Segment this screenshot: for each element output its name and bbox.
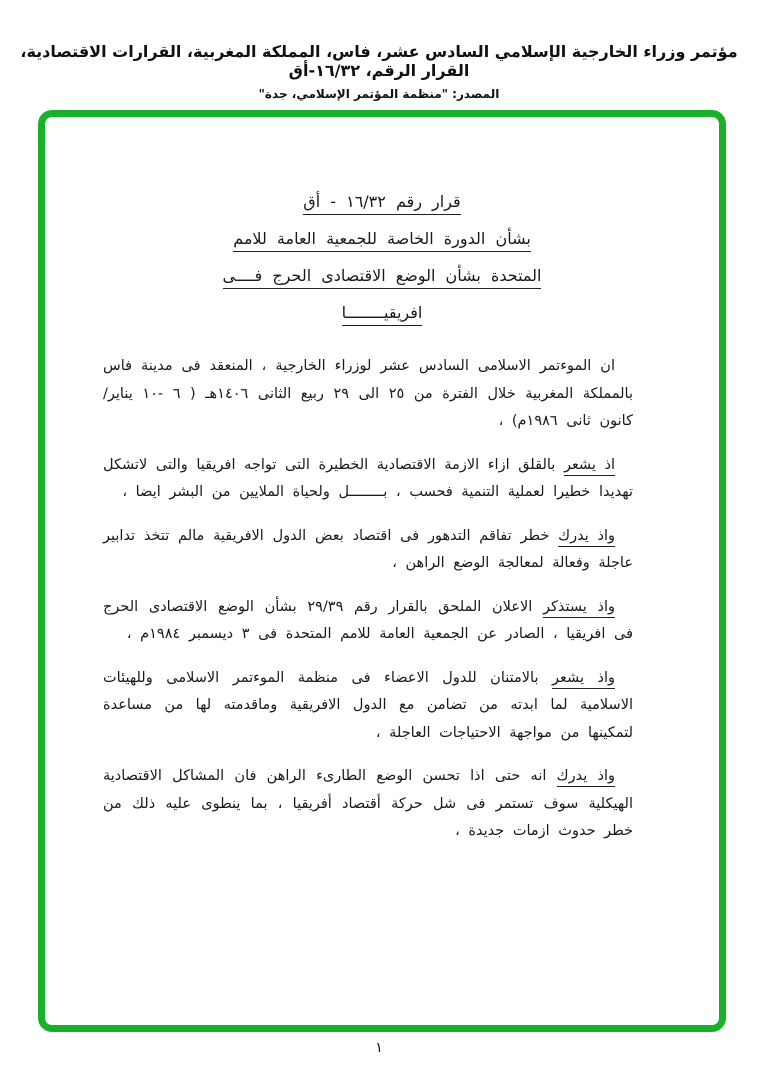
title-line-text: افريقيــــــــا (342, 303, 423, 326)
title-line-text: بشأن الدورة الخاصة للجمعية العامة للامم (233, 229, 531, 252)
paragraph-clause (103, 523, 633, 578)
paragraph-lead: واذ يدرك (557, 768, 615, 787)
title-line (45, 220, 719, 257)
paragraph-text: الاعلان الملحق بالقرار رقم ٢٩/٣٩ بشأن الوضع الاقتصادى الحرج فى افريقيا ، الصادر عن الجمعية العامة للامم المتحدة فى ٣ ديسمبر ١٩٨٤م ، (103, 598, 633, 642)
header-source: المصدر: "منظمة المؤتمر الإسلامي، جدة" (258, 87, 500, 101)
title-line (45, 183, 719, 220)
paragraph-clause (103, 665, 633, 748)
document-header (0, 0, 758, 101)
paragraph-clause (103, 452, 633, 507)
paragraph-lead: واذ يشعر (552, 670, 615, 689)
paragraph-text: بالامتنان للدول الاعضاء فى منظمة الموءتمر الاسلامى وللهيئات الاسلامية لما ابدته من تضامن مع الدول الافريقية وماقدمته لها من مساعدة لتمكينها من مواجهة الاحتياجات العاجلة ، (103, 669, 633, 741)
paragraph-clause (103, 763, 633, 846)
paragraph-text: خطر تفاقم التدهور فى اقتصاد بعض الدول الافريقية مالم تتخذ تدابير عاجلة وفعالة لمعالجة الوضع الراهن ، (103, 527, 633, 571)
title-line (45, 294, 719, 331)
page-footer (0, 1040, 758, 1056)
paragraph-lead: واذ يستذكر (543, 599, 615, 618)
paragraph-lead: واذ يدرك (558, 528, 615, 547)
header-citation: مؤتمر وزراء الخارجية الإسلامي السادس عشر، فاس، المملكة المغربية، القرارات الاقتصادية، القرار الرقم، ١٦/٣٢-أق (20, 42, 738, 80)
resolution-title (45, 117, 719, 331)
green-frame (38, 110, 726, 1032)
page-number: ١ (375, 1040, 383, 1056)
title-line-text: المتحدة بشأن الوضع الاقتصادى الحرج فــــى (223, 266, 542, 289)
paragraph-preamble (103, 353, 633, 436)
resolution-body (45, 353, 719, 846)
paragraph-text: ان الموءتمر الاسلامى السادس عشر لوزراء الخارجية ، المنعقد فى مدينة فاس بالمملكة المغربية خلال الفترة من ٢٥ الى ٢٩ ربيع الثانى ١٤٠٦هـ ( ٦ -١٠ يناير/كانون ثانى ١٩٨٦م) ، (103, 358, 633, 429)
title-line-text: قرار رقم ١٦/٣٢ - أق (303, 192, 460, 215)
title-line (45, 257, 719, 294)
paragraph-text: انه حتى اذا تحسن الوضع الطارىء الراهن فان المشاكل الاقتصادية الهيكلية سوف تستمر فى شل حركة أقتصاد أفريقيا ، بما ينطوى عليه ذلك من خطر حدوث ازمات جديدة ، (103, 768, 633, 839)
paragraph-lead: اذ يشعر (564, 457, 615, 476)
paragraph-clause (103, 594, 633, 649)
paragraph-text: بالقلق ازاء الازمة الاقتصادية الخطيرة التى تواجه افريقيا والتى لاتشكل تهديدا خطيرا لعملية التنمية فحسب ، بــــــــل ولحياة الملايين من البشر ايضا ، (103, 456, 633, 500)
